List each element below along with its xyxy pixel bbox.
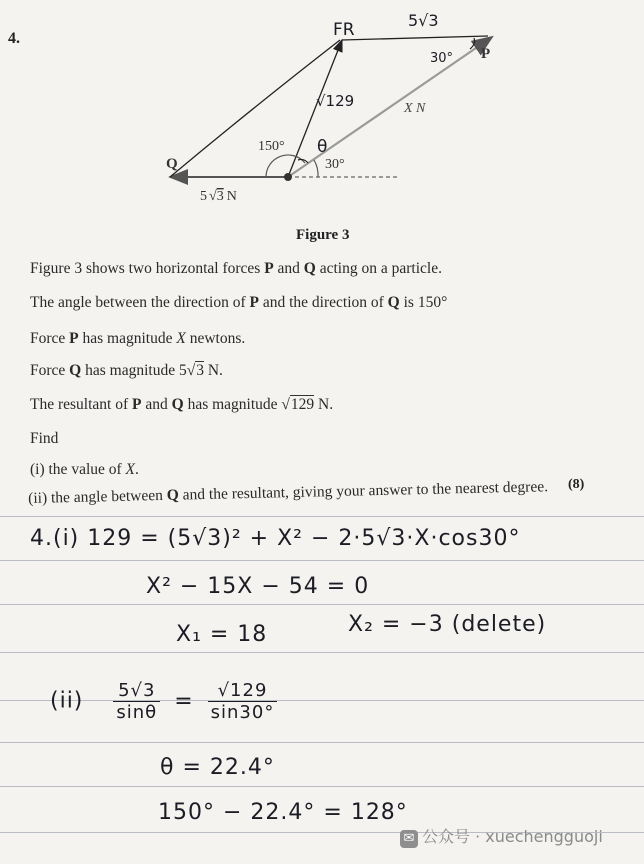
label-P-magnitude: X N [404, 101, 426, 116]
text-find: Find [30, 430, 59, 447]
hand-line-6: 150° − 22.4° = 128° [158, 800, 408, 825]
label-Q: Q [166, 156, 178, 172]
hand-fraction-1: $\frac{5√3}{\sin\theta}$ [113, 680, 160, 723]
ruled-line [0, 786, 644, 787]
hand-side-FR-P [342, 36, 488, 40]
hand-fraction-2: $\frac{√129}{\sin 30^\circ}$ [208, 680, 278, 723]
hand-line-1: 4.(i) 129 = (5√3)² + X² − 2·5√3·X·cos30° [30, 526, 521, 551]
arc-30-top [470, 38, 475, 49]
wechat-icon: ✉ [400, 830, 418, 848]
ruled-line [0, 652, 644, 653]
text-part-i: (i) the value of X. [30, 461, 139, 478]
text-part-ii: (ii) the angle between Q and the resultant, giving your answer to the nearest degree. [28, 478, 549, 507]
hand-line-5: θ = 22.4° [160, 755, 275, 780]
force-diagram [0, 0, 644, 230]
hand-line-2: X² − 15X − 54 = 0 [146, 574, 370, 599]
label-P: P [481, 46, 491, 62]
text-line-1: Figure 3 shows two horizontal forces P and Q acting on a particle. [30, 260, 442, 277]
hand-line-3a: X₁ = 18 [176, 622, 268, 647]
label-angle-30: 30° [325, 157, 345, 172]
hand-line-4: (ii) $\frac{5√3}{\sin\theta}$ = $\frac{√129}{\sin 30^\circ}$ [50, 680, 277, 723]
watermark: ✉ 公众号 · xuechengguoji [400, 824, 603, 848]
text-line-3: Force P has magnitude X newtons. [30, 330, 246, 347]
question-number: 4. [8, 30, 20, 47]
hand-label-theta: θ [317, 137, 328, 157]
text-line-4: Force Q has magnitude 5√3 N. [30, 362, 223, 379]
particle-dot [284, 173, 292, 181]
label-Q-magnitude: 5 √3 N [200, 189, 237, 204]
ruled-line [0, 742, 644, 743]
hand-label-root129: √129 [316, 92, 355, 110]
figure-caption: Figure 3 [296, 227, 350, 243]
hand-line-3b: X₂ = −3 (delete) [348, 612, 547, 637]
hand-label-5root3: 5√3 [408, 11, 439, 30]
hand-label-FR: FR [333, 20, 355, 40]
hand-label-30: 30° [430, 51, 454, 66]
ruled-line [0, 516, 644, 517]
ruled-line [0, 604, 644, 605]
marks-label: (8) [568, 477, 585, 492]
ruled-line [0, 560, 644, 561]
text-line-2: The angle between the direction of P and the direction of Q is 150° [30, 294, 448, 311]
arc-150 [266, 155, 305, 177]
hand-part-ii-label: (ii) [50, 688, 84, 714]
arc-30 [314, 160, 318, 177]
label-angle-150: 150° [258, 139, 285, 154]
text-line-5: The resultant of P and Q has magnitude √129 N. [30, 396, 334, 413]
